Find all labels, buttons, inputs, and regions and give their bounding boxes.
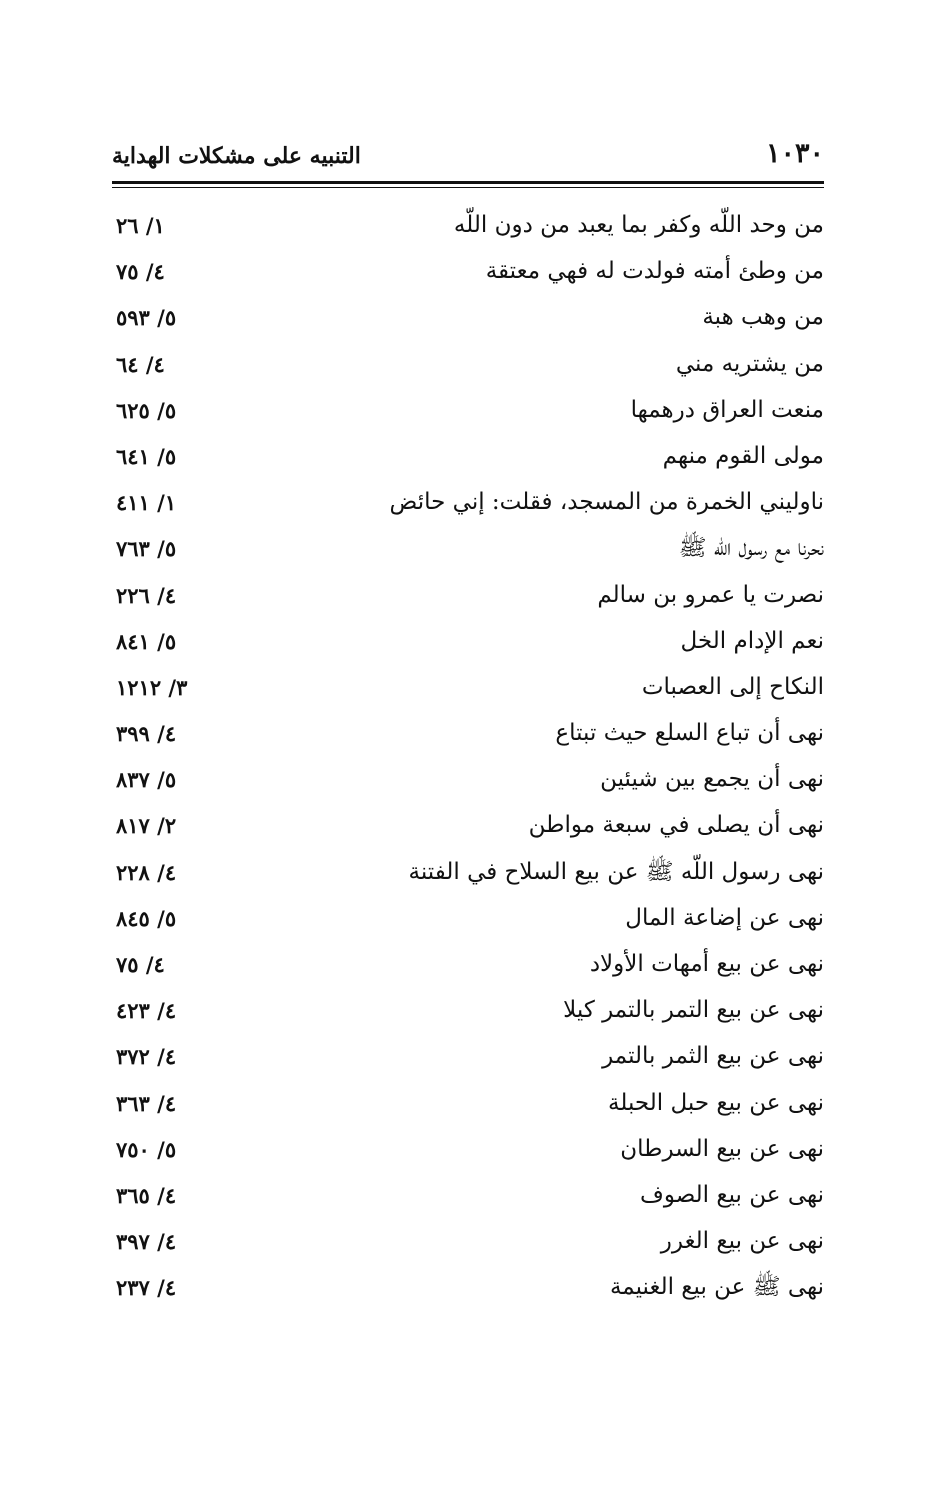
hadith-text: نهى أن يصلى في سبعة مواطن	[528, 812, 824, 839]
volume-page-ref: ٢/ ٨١٧	[116, 813, 177, 839]
volume-page-ref: ٤/ ٣٩٧	[116, 1229, 177, 1255]
volume-page-ref: ٤/ ٢٢٦	[116, 582, 177, 608]
volume-page-ref: ١/ ٤١١	[116, 490, 177, 516]
volume-page-ref: ٥/ ٦٤١	[116, 443, 177, 469]
index-entry	[112, 1127, 824, 1173]
hadith-text: نهى ﷺ عن بيع الغنيمة	[609, 1274, 824, 1301]
page-number: ١٠٣٠	[765, 138, 824, 169]
volume-page-ref: ٤/ ٣٩٩	[116, 721, 177, 747]
hadith-text: النكاح إلى العصبات	[641, 673, 824, 700]
hadith-text: من يشتريه مني	[675, 350, 824, 377]
index-entry	[112, 850, 824, 896]
hadith-index-list	[112, 203, 824, 1312]
index-entry	[112, 988, 824, 1034]
hadith-text: نهى رسول اللّه ﷺ عن بيع السلاح في الفتنة	[408, 858, 824, 885]
hadith-text: نهى عن بيع الصوف	[640, 1181, 824, 1208]
hadith-text: نهى عن بيع حبل الحبلة	[608, 1089, 824, 1116]
running-title: التنبيه على مشكلات الهداية	[112, 143, 361, 169]
volume-page-ref: ٥/ ٨٤١	[116, 628, 177, 654]
hadith-text: نهى عن بيع السرطان	[620, 1135, 824, 1162]
index-entry	[112, 896, 824, 942]
index-entry	[112, 619, 824, 665]
hadith-text: نهى عن إضاعة المال	[625, 904, 824, 931]
index-entry	[112, 711, 824, 757]
hadith-text: نهى عن بيع التمر بالتمر كيلا	[563, 997, 824, 1024]
hadith-text: نهى عن بيع الثمر بالتمر	[602, 1043, 824, 1070]
hadith-text: نهى أن تباع السلع حيث تبتاع	[555, 720, 824, 747]
hadith-text: من وهب هبة	[702, 304, 824, 331]
hadith-text: ناوليني الخمرة من المسجد، فقلت: إني حائض	[389, 489, 824, 516]
index-entry	[112, 434, 824, 480]
hadith-text: منعت العراق درهمها	[630, 396, 824, 423]
index-entry	[112, 295, 824, 341]
index-entry	[112, 480, 824, 526]
index-entry	[112, 526, 824, 572]
volume-page-ref: ٣/ ١٢١٢	[116, 674, 188, 700]
header-rule-thin	[112, 187, 824, 188]
volume-page-ref: ٤/ ٣٦٥	[116, 1182, 177, 1208]
volume-page-ref: ٤/ ٣٦٣	[116, 1090, 177, 1116]
hadith-text: نعم الإدام الخل	[680, 627, 824, 654]
index-entry	[112, 942, 824, 988]
hadith-text: نهى عن بيع الغرر	[660, 1228, 824, 1255]
volume-page-ref: ٤/ ٤٢٣	[116, 998, 177, 1024]
index-entry	[112, 203, 824, 249]
index-entry	[112, 1219, 824, 1265]
index-entry	[112, 757, 824, 803]
hadith-text: من وطئ أمته فولدت له فهي معتقة	[485, 258, 824, 285]
volume-page-ref: ٤/ ٧٥	[116, 952, 165, 977]
index-entry	[112, 803, 824, 849]
hadith-text: نهى عن بيع أمهات الأولاد	[589, 951, 824, 977]
volume-page-ref: ٥/ ٦٢٥	[116, 397, 177, 423]
volume-page-ref: ٤/ ٧٥	[116, 259, 165, 285]
hadith-text: نصرت يا عمرو بن سالم	[597, 581, 824, 608]
hadith-text: من وحد اللّه وكفر بما يعبد من دون اللّه	[453, 212, 824, 238]
hadith-text: مولى القوم منهم	[662, 442, 824, 469]
volume-page-ref: ٥/ ٧٥٠	[116, 1136, 177, 1162]
header-rule-thick	[112, 181, 824, 184]
index-entry	[112, 342, 824, 388]
index-entry	[112, 1173, 824, 1219]
hadith-text: نحرنا مع رسول اللّه ﷺ	[678, 535, 824, 562]
page-header	[112, 132, 824, 176]
volume-page-ref: ٥/ ٧٦٣	[116, 536, 177, 562]
volume-page-ref: ٥/ ٨٣٧	[116, 767, 177, 793]
index-entry	[112, 1265, 824, 1311]
index-entry	[112, 1034, 824, 1080]
volume-page-ref: ٤/ ٦٤	[116, 351, 165, 377]
hadith-text: نهى أن يجمع بين شيئين	[600, 766, 824, 793]
index-entry	[112, 249, 824, 295]
index-entry	[112, 1081, 824, 1127]
volume-page-ref: ١/ ٢٦	[116, 213, 165, 238]
volume-page-ref: ٥/ ٥٩٣	[116, 305, 177, 331]
index-entry	[112, 665, 824, 711]
index-entry	[112, 573, 824, 619]
index-entry	[112, 388, 824, 434]
volume-page-ref: ٤/ ٣٧٢	[116, 1044, 177, 1070]
volume-page-ref: ٤/ ٢٢٨	[116, 859, 177, 885]
volume-page-ref: ٥/ ٨٤٥	[116, 905, 177, 931]
volume-page-ref: ٤/ ٢٣٧	[116, 1275, 177, 1301]
